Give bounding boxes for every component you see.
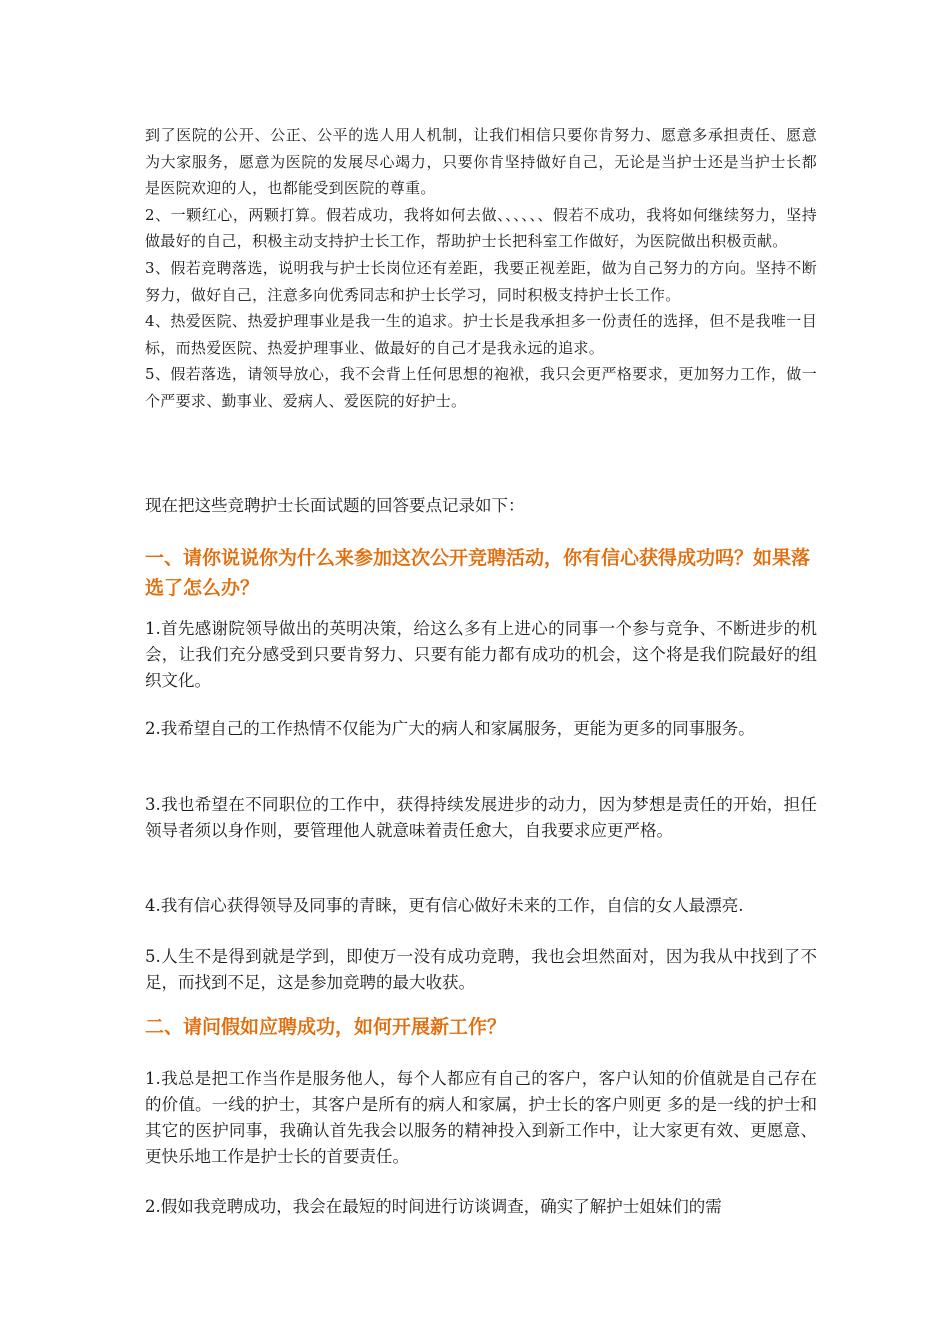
lead-line: 现在把这些竞聘护士长面试题的回答要点记录如下：	[145, 496, 525, 515]
section-1-answer-5: 5.人生不是得到就是学到，即使万一没有成功竞聘，我也会坦然面对，因为我从中找到了不足，而找到不足，这是参加竞聘的最大收获。	[145, 947, 817, 992]
intro-item-3: 3、假若竞聘落选，说明我与护士长岗位还有差距，我要正视差距，做为自己努力的方向。坚持不断努力，做好自己，注意多向优秀同志和护士长学习，同时积极支持护士长工作。	[145, 258, 817, 304]
intro-paragraph: 到了医院的公开、公正、公平的选人用人机制，让我们相信只要你肯努力、愿意多承担责任、愿意为大家服务，愿意为医院的发展尽心竭力，只要你肯坚持做好自己，无论是当护士还是当护士长都是医院欢迎的人，也都能受到医院的尊重。	[145, 126, 817, 198]
section-2-answer-2: 2.假如我竞聘成功，我会在最短的时间进行访谈调查，确实了解护士姐妹们的需	[145, 1197, 722, 1216]
intro-item-2: 2、一颗红心，两颗打算。假若成功，我将如何去做、、、、、、假若不成功，我将如何继续努力，坚持做最好的自己，积极主动支持护士长工作，帮助护士长把科室工作做好，为医院做出积极贡献。	[145, 205, 817, 251]
section-1-answer-1: 1.首先感谢院领导做出的英明决策，给这么多有上进心的同事一个参与竞争、不断进步的机会，让我们充分感受到只要肯努力、只要有能力都有成功的机会，这个将是我们院最好的组织文化。	[145, 619, 817, 690]
section-1-answer-4: 4.我有信心获得领导及同事的青睐，更有信心做好未来的工作，自信的女人最漂亮.	[145, 896, 744, 915]
intro-item-5: 5、假若落选，请领导放心，我不会背上任何思想的袍袱，我只会更严格要求，更加努力工作，做一个严要求、勤事业、爱病人、爱医院的好护士。	[145, 365, 817, 410]
intro-item-4: 4、热爱医院、热爱护理事业是我一生的追求。护士长是我承担多一份责任的选择，但不是我唯一目标，而热爱医院、热爱护理事业、做最好的自己才是我永远的追求。	[145, 312, 817, 357]
section-1-answer-3: 3.我也希望在不同职位的工作中，获得持续发展进步的动力，因为梦想是责任的开始，担任领导者须以身作则，要管理他人就意味着责任愈大，自我要求应更严格。	[145, 795, 817, 840]
section-1-heading: 一、请你说说你为什么来参加这次公开竞聘活动，你有信心获得成功吗？如果落选了怎么办？	[145, 547, 811, 599]
intro-list	[145, 122, 817, 415]
section-1-answer-2: 2.我希望自己的工作热情不仅能为广大的病人和家属服务，更能为更多的同事服务。	[145, 719, 755, 738]
section-2-heading: 二、请问假如应聘成功，如何开展新工作？	[145, 1016, 507, 1038]
section-2-answer-1: 1.我总是把工作当作是服务他人，每个人都应有自己的客户，客户认知的价值就是自己存在的价值。一线的护士，其客户是所有的病人和家属，护士长的客户则更 多的是一线的护士和其它的医护同事，我确认首先我会以服务的精神投入到新工作中，让大家更有效、更愿意、更快乐地工作是护士长的首要责任。	[145, 1069, 817, 1166]
